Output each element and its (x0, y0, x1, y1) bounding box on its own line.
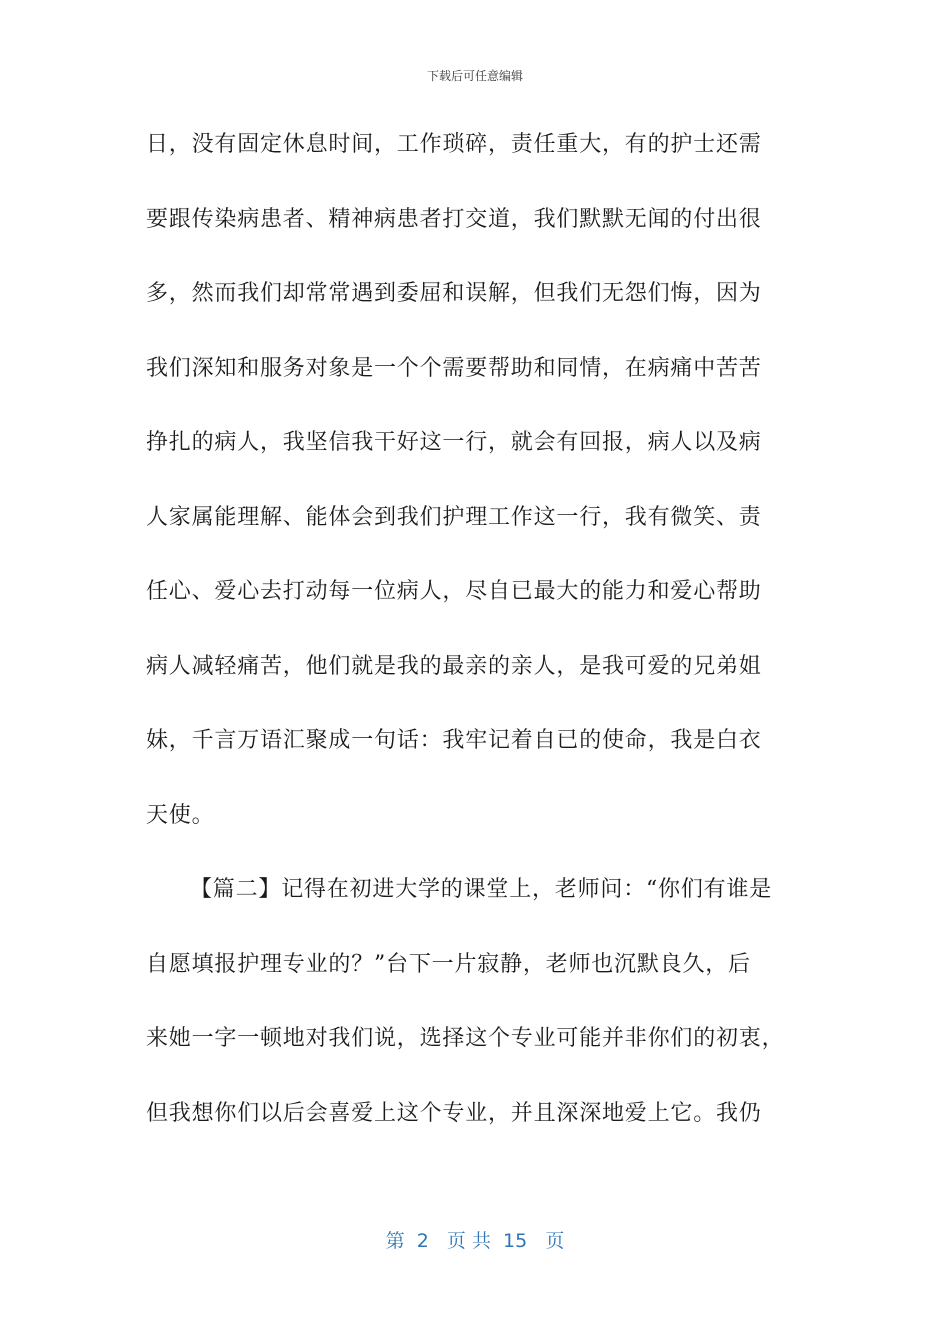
page-number-footer: 第 2 页 共 15 页 (385, 1230, 565, 1252)
text-line: 挣扎的病人，我坚信我干好这一行，就会有回报，病人以及病 (146, 430, 762, 455)
text-line: 但我想你们以后会喜爱上这个专业，并且深深地爱上它。我仍 (146, 1100, 762, 1126)
text-line: 【篇二】记得在初进大学的课堂上，老师问：“你们有谁是 (190, 877, 773, 902)
text-line: 要跟传染病患者、精神病患者打交道，我们默默无闻的付出很 (146, 206, 762, 232)
text-line: 任心、爱心去打动每一位病人，尽自已最大的能力和爱心帮助 (146, 579, 762, 604)
text-line: 人家属能理解、能体会到我们护理工作这一行，我有微笑、责 (146, 504, 762, 530)
document-body (146, 118, 806, 1161)
header-note: 下载后可任意编辑 (426, 69, 523, 83)
text-line: 天使。 (146, 802, 215, 828)
text-line: 妹，千言万语汇聚成一句话：我牢记着自已的使命，我是白衣 (146, 728, 762, 753)
text-line: 我们深知和服务对象是一个个需要帮助和同情，在病痛中苦苦 (146, 355, 762, 381)
text-line: 来她一字一顿地对我们说，选择这个专业可能并非你们的初衷， (146, 1026, 785, 1051)
text-line: 病人减轻痛苦，他们就是我的最亲的亲人，是我可爱的兄弟姐 (146, 653, 762, 679)
text-line: 自愿填报护理专业的？”台下一片寂静，老师也沉默良久，后 (146, 951, 751, 977)
text-line: 日，没有固定休息时间，工作琐碎，责任重大，有的护士还需 (146, 132, 762, 157)
text-line: 多，然而我们却常常遇到委屈和误解，但我们无怨们悔，因为 (146, 281, 762, 306)
